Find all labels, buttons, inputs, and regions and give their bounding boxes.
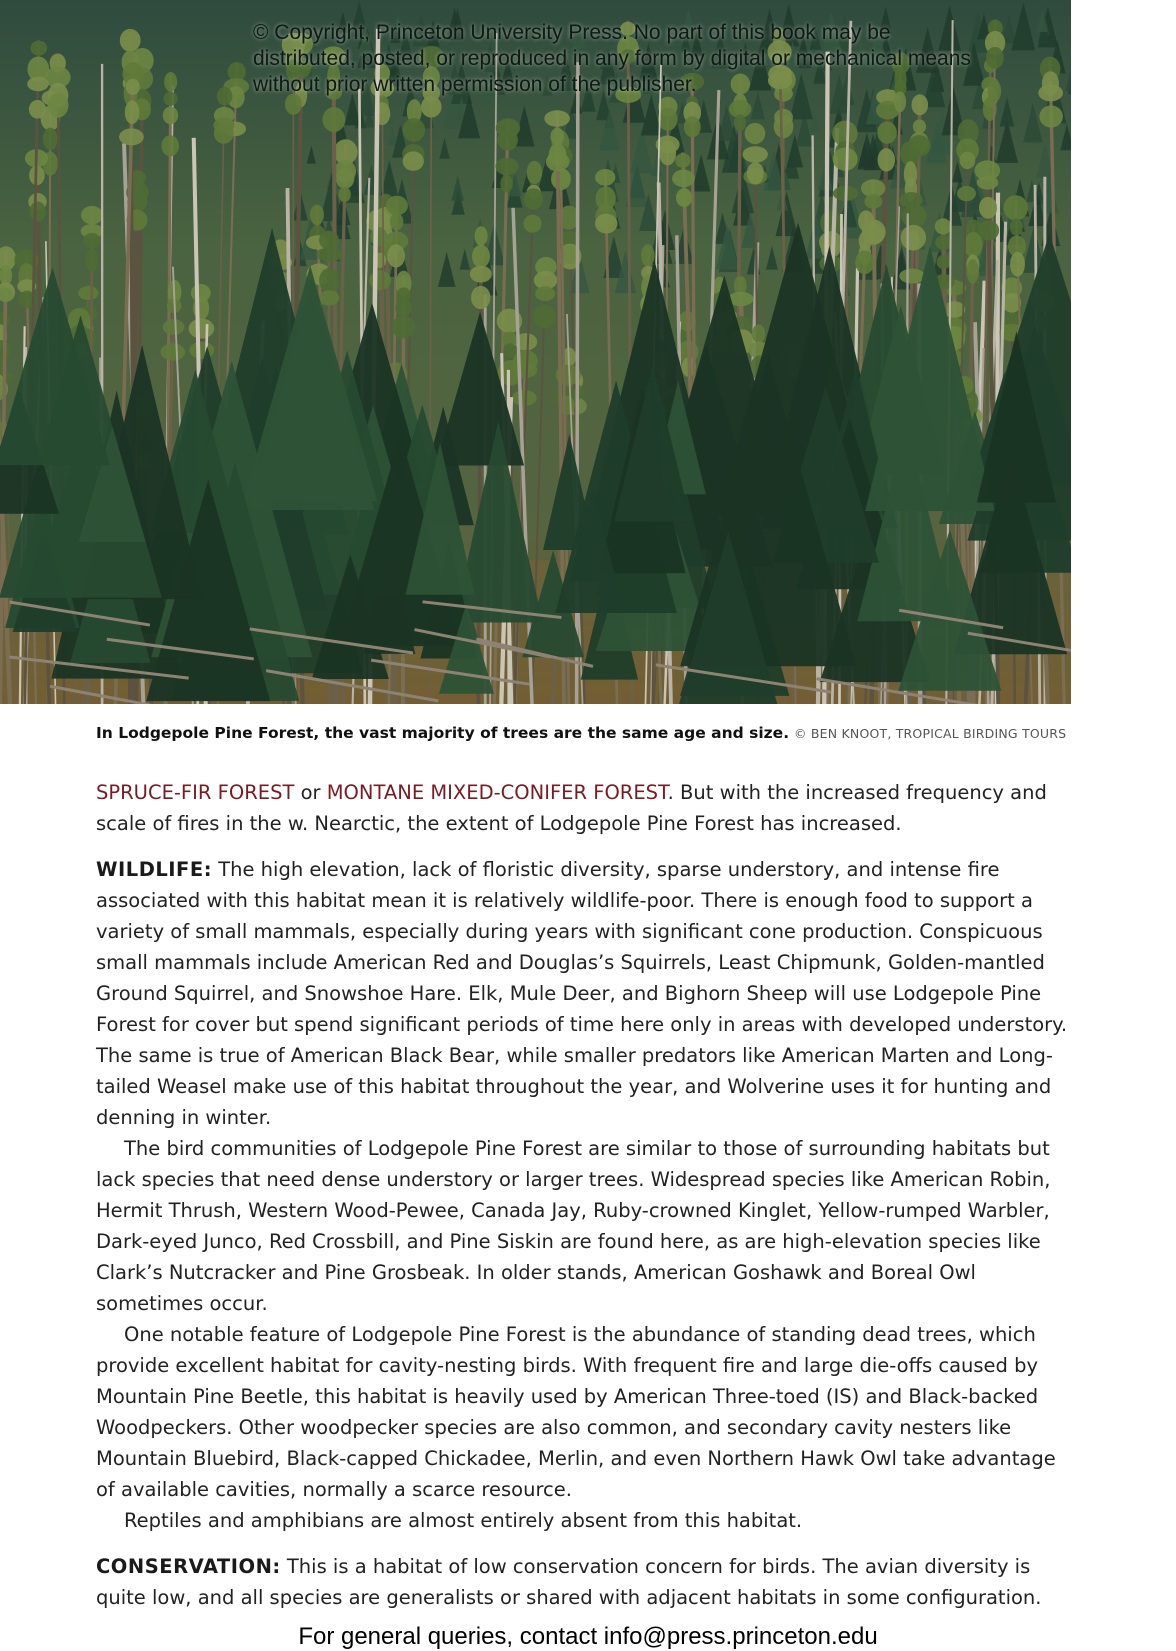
conservation-paragraph [96,1551,1076,1613]
body-text [96,777,1076,1613]
intro-rest: . But with the increased frequency and scale of fires in the w. Nearctic, the extent of Lodgepole Pine Forest has increased. [96,781,1047,835]
spruce-fir-forest-link[interactable]: SPRUCE-FIR FOREST [96,781,294,804]
lodgepole-forest-illustration [0,0,1071,704]
bird-communities-paragraph: The bird communities of Lodgepole Pine Forest are similar to those of surrounding habitats but lack species that need dense understory or larger trees. Widespread species like American Robin, Hermit Thrush, Western Wood-Pewee, Canada Jay, Ruby-crowned Kinglet, Yellow-rumped Warbler, Dark-eyed Junco, Red Crossbill, and Pine Siskin are found here, as are high-elevation species like Clark’s Nutcracker and Pine Grosbeak. In older stands, American Goshawk and Boreal Owl sometimes occur. [96,1133,1076,1319]
conservation-text: This is a habitat of low conservation concern for birds. The avian diversity is quite low, and all species are generalists or shared with adjacent habitats in some configuration. [96,1555,1041,1609]
montane-mixed-conifer-forest-link[interactable]: MONTANE MIXED-CONIFER FOREST [327,781,668,804]
photo-caption [96,722,1096,745]
copyright-watermark: © Copyright, Princeton University Press. No part of this book may be distributed, posted, or reproduced in any form by digital or mechanical means without prior written permission of the publisher. [253,20,973,98]
forest-photo [0,0,1071,704]
dead-trees-paragraph: One notable feature of Lodgepole Pine Forest is the abundance of standing dead trees, which provide excellent habitat for cavity-nesting birds. With frequent fire and large die-offs caused by Mountain Pine Beetle, this habitat is heavily used by American Three-toed (IS) and Black-backed Woodpeckers. Other woodpecker species are also common, and secondary cavity nesters like Mountain Bluebird, Black-capped Chickadee, Merlin, and even Northern Hawk Owl take advantage of available cavities, normally a scarce resource. [96,1319,1076,1505]
conservation-heading: CONSERVATION: [96,1555,281,1578]
intro-or: or [294,781,326,804]
wildlife-paragraph [96,854,1076,1133]
intro-paragraph [96,777,1076,839]
reptiles-paragraph: Reptiles and amphibians are almost entirely absent from this habitat. [96,1505,1076,1536]
wildlife-heading: WILDLIFE: [96,858,212,881]
wildlife-text: The high elevation, lack of floristic diversity, sparse understory, and intense fire associated with this habitat mean it is relatively wildlife-poor. There is enough food to support a variety of small mammals, especially during years with significant cone production. Conspicuous small mammals include American Red and Douglas’s Squirrels, Least Chipmunk, Golden-mantled Ground Squirrel, and Snowshoe Hare. Elk, Mule Deer, and Bighorn Sheep will use Lodgepole Pine Forest for cover but spend significant periods of time here only in areas with developed understory. The same is true of American Black Bear, while smaller predators like American Marten and Long-tailed Weasel make use of this habitat throughout the year, and Wolverine uses it for hunting and denning in winter. [96,858,1067,1129]
caption-text: In Lodgepole Pine Forest, the vast majority of trees are the same age and size. [96,724,789,742]
photo-credit: © BEN KNOOT, TROPICAL BIRDING TOURS [794,726,1066,741]
footer-contact: For general queries, contact info@press.princeton.edu [0,1623,1176,1651]
